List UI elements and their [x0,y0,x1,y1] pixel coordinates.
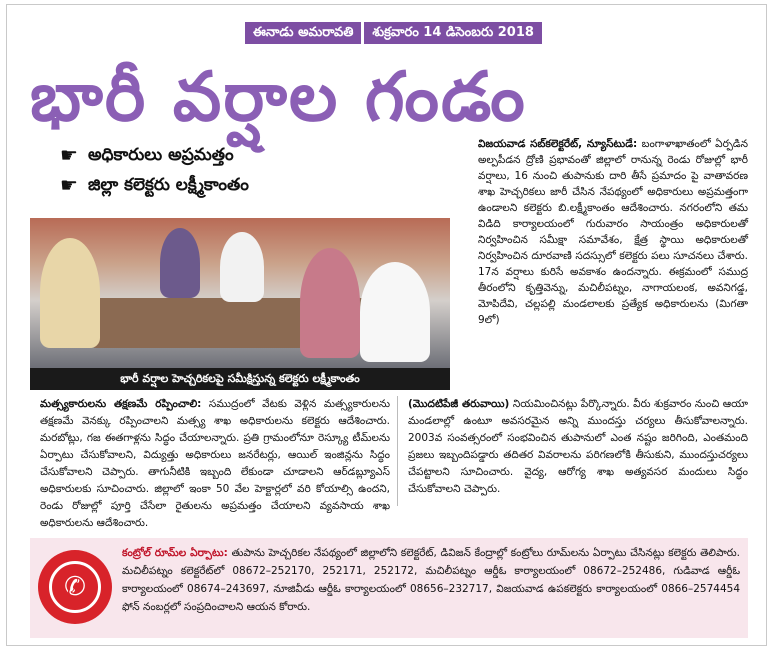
fishermen-body: సముద్రంలో వేటకు వెళ్లిన మత్స్యకారులను తక్షణమే వెనక్కు రప్పించాలని మత్స్య శాఖ అధికారులను కలెక్టరు ఆదేశించారు. మరబోట్లు, గజ ఈతగాళ్లను సిద్ధం చేయాలన్నారు. ప్రతి గ్రామంలోనూ రెస్క్యూ టీమ్‌లను ఏర్పాటు చేసుకోవాలని, విద్యుత్తు అధికారులు జనరేటర్లు, ఆయిల్ ఇంజిన్లను సిద్ధం చేసుకోవాలని చెప్పారు. తాగునీటికి ఇబ్బంది లేకుండా చూడాలని ఆర్‌డబ్ల్యూఎస్ అధికారులకు సూచించారు. జిల్లాలో ఇంకా 50 వేల హెక్టార్లలో వరి కోయాల్సి ఉందని, రెండు రోజుల్లో పూర్తి చేసేలా రైతులను అప్రమత్తం చేయాలని వ్యవసాయ శాఖ అధికారులను ఆదేశించారు. [40,398,390,529]
control-room-text [122,544,740,616]
photo-person [160,228,200,298]
main-story [478,136,748,328]
continuation-body: నియమించినట్లు పేర్కొన్నారు. వీరు శుక్రవారం నుంచి ఆయా మండలాల్లో ఉంటూ అవసరమైన అన్ని ముందస్తు చర్యలు తీసుకోవాలన్నారు. 2003వ సంవత్సరంలో సంభవించిన తుపానులో ఎంత నష్టం జరిగింది, ఎంతమంది ప్రజలు ఇబ్బందిపడ్డారు తదితర వివరాలను పరిగణలోకి తీసుకుని, ముందస్తుచర్యలు చేపట్టాలని సూచించారు. వైద్య, ఆరోగ్య శాఖ అత్యవసర మందులు సిద్ధం చేసుకోవాలని చెప్పారు. [408,398,748,495]
edition-label: ఈనాడు అమరావతి [245,22,361,44]
fishermen-lead: మత్స్యకారులను తక్షణమే రప్పించాలి: [40,398,202,410]
photo-person [360,262,430,362]
masthead [245,22,542,44]
sub-headlines [60,140,430,200]
fishermen-section [40,396,390,532]
photo-person [220,232,264,302]
date-label: శుక్రవారం 14 డిసెంబరు 2018 [364,22,542,44]
phone-handset: ✆ [49,561,101,613]
photo-caption: భారీ వర్షాల హెచ్చరికలపై సమీక్షిస్తున్న కలెక్టరు లక్ష్మీకాంతం [30,368,450,390]
control-room-box [30,538,748,638]
story-jump: (మిగతా 9లో) [478,298,748,326]
meeting-photo [30,218,450,368]
column-divider [397,396,398,506]
control-room-lead: కంట్రోల్ రూమ్‌ల ఏర్పాటు: [122,547,228,559]
story-body: బంగాళాఖాతంలో ఏర్పడిన అల్పపీడన ద్రోణి ప్రభావంతో జిల్లాలో రానున్న రెండు రోజుల్లో భారీ వర్షాలు, 16 నుంచి తుపానుకు దారి తీసే ప్రమాదం పై వాతావరణ శాఖ హెచ్చరికలు జారీ చేసిన నేపథ్యంలో అధికారులు అప్రమత్తంగా ఉండాలని కలెక్టరు బి.లక్ష్మీకాంతం ఆదేశించారు. నగరంలోని తమ విడిది కార్యాలయంలో గురువారం సాయంత్రం అధికారులతో నిర్వహించిన సమీక్షా సమావేశం, క్షేత్ర స్థాయి అధికారులతో నిర్వహించిన దూరవాణి సదస్సులో కలెక్టరు పలు సూచనలు చేశారు. 17న వర్షాలు కురిసే అవకాశం ఉందన్నారు. ఈక్రమంలో సముద్ర తీరంలోని కృత్తివెన్ను, మచిలీపట్నం, నాగాయలంక, అవనిగడ్డ, మోపిదేవి, చల్లపల్లి మండలాలకు ప్రత్యేక అధికారులను [478,138,748,310]
sub-headline-text: జిల్లా కలెక్టరు లక్ష్మీకాంతం [87,175,249,195]
sub-headline-1 [60,140,430,170]
phone-icon [38,550,112,624]
photo-person [40,238,100,348]
sub-headline-text: అధికారులు అప్రమత్తం [87,145,234,165]
sub-headline-2 [60,170,430,200]
pointing-hand-icon: ☛ [60,143,78,167]
control-room-body: తుపాను హెచ్చరికల నేపథ్యంలో జిల్లాలోని కలెక్టరేట్, డివిజన్ కేంద్రాల్లో కంట్రోలు రూమ్‌లను ఏర్పాటు చేసినట్లు కలెక్టరు తెలిపారు. మచిలీపట్నం కలెక్టరేట్‌లో 08672–252170, 252171, 252172, మచిలీపట్నం ఆర్డీఓ కార్యాలయంలో 08672–252486, గుడివాడ ఆర్డీఓ కార్యాలయంలో 08674–243697, నూజివీడు ఆర్డీఓ కార్యాలయంలో 08656–232717, విజయవాడ ఉపకలెక్టరు కార్యాలయంలో 0866–2574454 ఫోన్ నంబర్లలో సంప్రదించాలని ఆయన కోరారు. [122,547,740,613]
continuation-section [408,396,748,498]
continuation-lead: (మొదటిపేజీ తరువాయి) [408,398,510,410]
headline: భారీ వర్షాల గండం [30,58,527,137]
photo-person [300,248,360,358]
dateline: విజయవాడ సబ్‌కలెక్టరేట్, న్యూస్‌టుడే: [478,138,638,150]
pointing-hand-icon: ☛ [60,173,78,197]
